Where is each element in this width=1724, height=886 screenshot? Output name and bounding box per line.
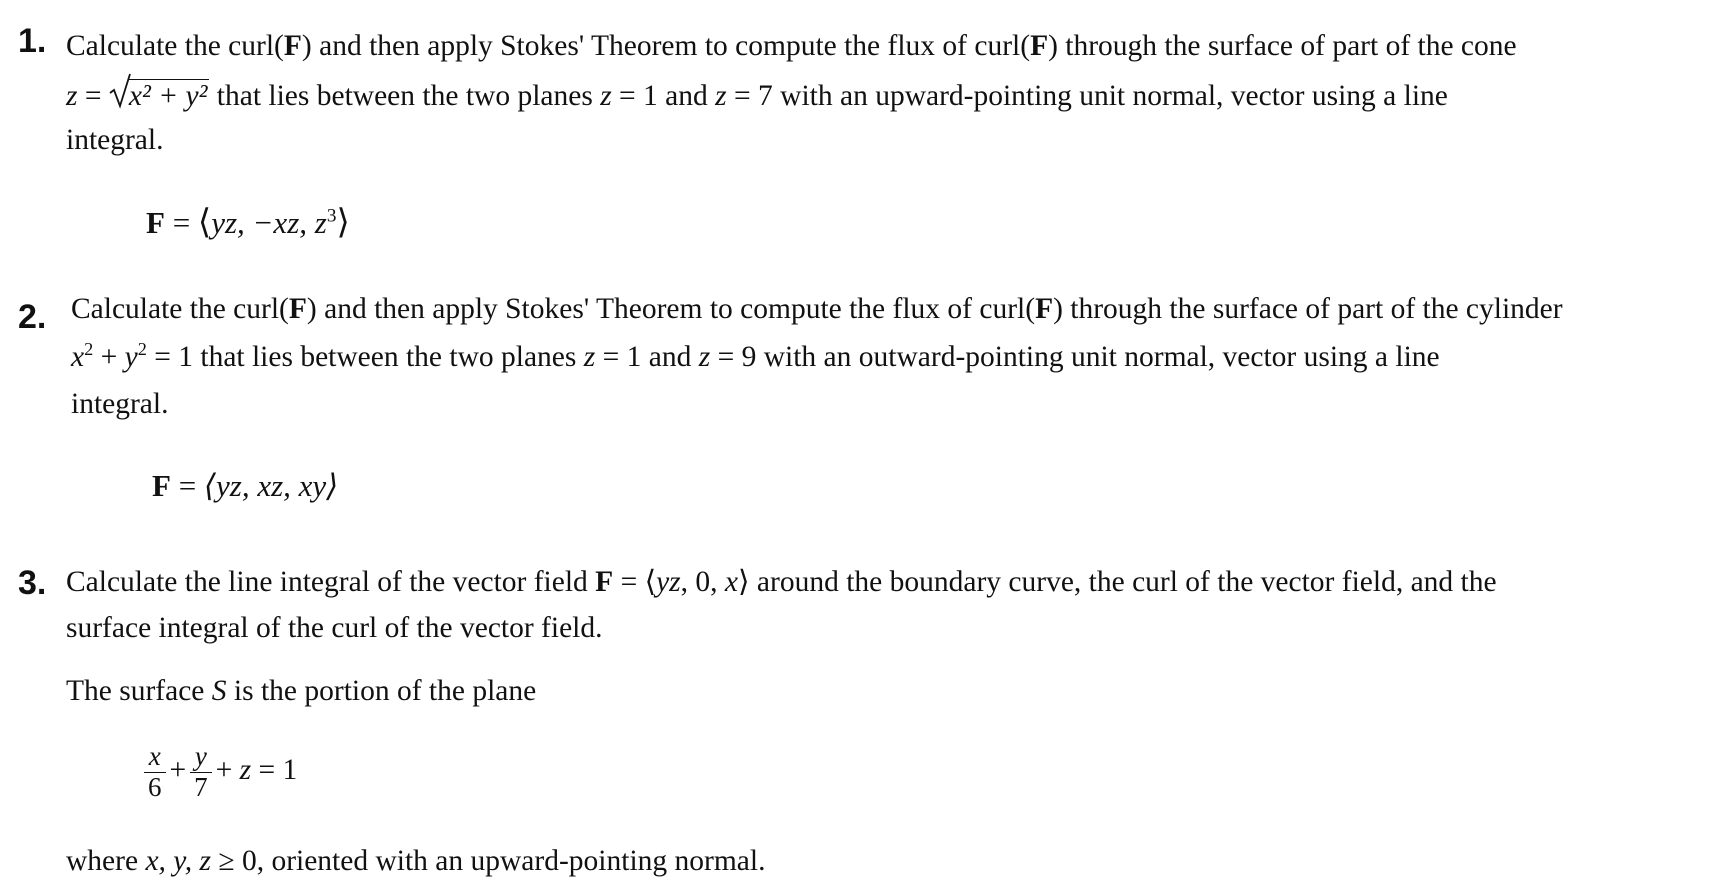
text: ≥ 0, oriented with an upward-pointing normal. <box>211 845 766 877</box>
exponent: 2 <box>137 339 147 360</box>
text: ) and then apply Stokes' Theorem to compute the flux of curl( <box>306 293 1036 325</box>
radical-sign <box>109 73 131 109</box>
text: = 9 with an outward-pointing unit normal, vector using a line <box>710 341 1440 373</box>
problem-text-line <box>66 677 536 707</box>
problem-text-line <box>66 79 1448 112</box>
math-var: z <box>600 80 612 112</box>
fraction <box>190 742 212 802</box>
angle-bracket: ⟨ <box>197 204 212 241</box>
text: is the portion of the plane <box>226 675 537 707</box>
math-var: z <box>239 753 252 786</box>
text: where <box>66 845 146 877</box>
square-root <box>109 79 210 112</box>
problem-text-line <box>71 339 1440 373</box>
math-expr: ⟨yz, xz, xy⟩ <box>203 468 339 503</box>
text: ) through the surface of part of the cylinder <box>1053 293 1563 325</box>
text: + <box>215 753 240 786</box>
problem-number: 3. <box>18 564 47 602</box>
math-var: x <box>71 341 85 373</box>
denominator: 7 <box>190 772 212 803</box>
math-var: z <box>583 341 596 373</box>
vector-F: F <box>595 566 614 598</box>
text: = 7 with an upward-pointing unit normal, vector using a line <box>726 80 1448 112</box>
text: that lies between the two planes <box>209 80 601 112</box>
problem-text-line <box>71 295 1563 325</box>
text: = ⟨ <box>613 566 657 598</box>
math-var: yz <box>656 566 681 598</box>
vector-field-formula <box>152 470 338 501</box>
text: The surface <box>66 675 212 707</box>
problem-text-line <box>66 568 1497 598</box>
text: Calculate the line integral of the vector field <box>66 566 596 598</box>
text: + <box>169 753 187 786</box>
angle-bracket: ⟩ <box>336 204 350 241</box>
text: ⟩ around the boundary curve, the curl of the vector field, and the <box>738 566 1497 598</box>
vector-F: F <box>288 293 307 325</box>
numerator: y <box>194 741 207 771</box>
problem-number: 2. <box>18 298 47 336</box>
math-var: z <box>698 341 711 373</box>
problem-text-line <box>66 32 1517 62</box>
vector-F: F <box>1030 30 1049 62</box>
problem-text-line: integral. <box>66 124 164 156</box>
vector-F: F <box>146 205 165 240</box>
text: = 1 <box>251 753 298 786</box>
math-var: S <box>211 675 227 707</box>
math-expr: yz, −xz, z <box>211 205 327 240</box>
text: = <box>164 205 198 240</box>
text: Calculate the curl( <box>66 30 284 62</box>
exponent: 2 <box>84 339 94 360</box>
exponent: 3 <box>326 205 337 227</box>
vector-F: F <box>152 468 171 503</box>
text: + <box>93 341 125 373</box>
text: = 1 that lies between the two planes <box>146 341 584 373</box>
math-var: y <box>124 341 138 373</box>
fraction <box>144 742 166 802</box>
math-var: x <box>724 566 739 598</box>
numerator: x <box>148 741 161 771</box>
math-var: z <box>715 80 727 112</box>
problem-text-line <box>66 847 765 877</box>
text: = 1 and <box>595 341 699 373</box>
math-vars: x, y, z <box>145 845 211 877</box>
text: = 1 and <box>611 80 716 112</box>
text: ) and then apply Stokes' Theorem to compute the flux of curl( <box>301 30 1031 62</box>
text: , 0, <box>680 566 725 598</box>
denominator: 6 <box>144 772 166 803</box>
vector-field-formula <box>146 206 350 240</box>
math-var: z <box>66 80 78 112</box>
text: = <box>77 80 109 112</box>
text: = <box>170 468 204 503</box>
text: Calculate the curl( <box>71 293 289 325</box>
plane-equation <box>140 742 297 802</box>
text: ) through the surface of part of the cone <box>1048 30 1517 62</box>
problem-number: 1. <box>18 22 47 60</box>
radicand: x² + y² <box>128 80 208 112</box>
problem-text-line: integral. <box>71 388 169 420</box>
vector-F: F <box>1035 293 1054 325</box>
problem-text-line: surface integral of the curl of the vector field. <box>66 612 603 644</box>
vector-F: F <box>283 30 302 62</box>
